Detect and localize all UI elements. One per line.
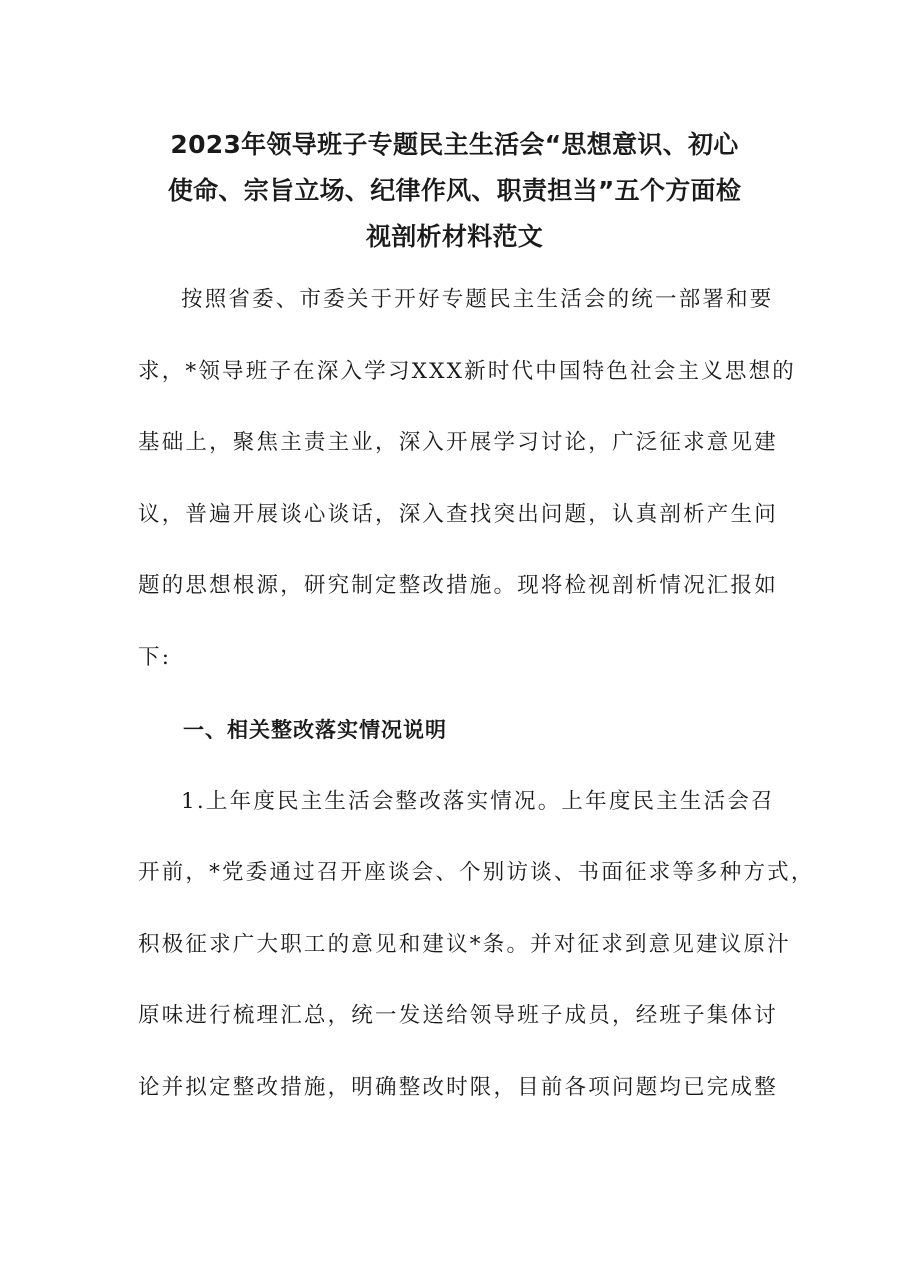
intro-line-2: 求，*领导班子在深入学习XXX新时代中国特色社会主义思想的: [138, 359, 796, 384]
intro-line-3: 基础上，聚焦主责主业，深入开展学习讨论，广泛征求意见建: [138, 430, 778, 455]
item-line-5: 论并拟定整改措施，明确整改时限，目前各项问题均已完成整: [138, 1075, 778, 1100]
intro-line-5: 题的思想根源，研究制定整改措施。现将检视剖析情况汇报如: [138, 573, 778, 598]
title-line-3: 视剖析材料范文: [365, 222, 544, 251]
document-title: [120, 122, 789, 260]
item-line-3: 积极征求广大职工的意见和建议*条。并对征求到意见建议原汁: [138, 932, 791, 957]
section-heading: 一、相关整改落实情况说明: [183, 718, 447, 742]
item-line-4: 原味进行梳理汇总，统一发送给领导班子成员，经班子集体讨: [138, 1003, 778, 1028]
item-line-2: 开前，*党委通过召开座谈会、个别访谈、书面征求等多种方式，: [138, 860, 815, 885]
title-line-1: 2023年领导班子专题民主生活会“思想意识、初心: [170, 130, 739, 159]
intro-line-4: 议，普遍开展谈心谈话，深入查找突出问题，认真剖析产生问: [138, 502, 778, 527]
title-line-2: 使命、宗旨立场、纪律作风、职责担当”五个方面检: [167, 176, 742, 205]
item-line-1: 1.上年度民主生活会整改落实情况。上年度民主生活会召: [181, 789, 775, 814]
intro-line-1: 按照省委、市委关于开好专题民主生活会的统一部署和要: [181, 287, 774, 312]
intro-line-6: 下:: [138, 645, 172, 670]
